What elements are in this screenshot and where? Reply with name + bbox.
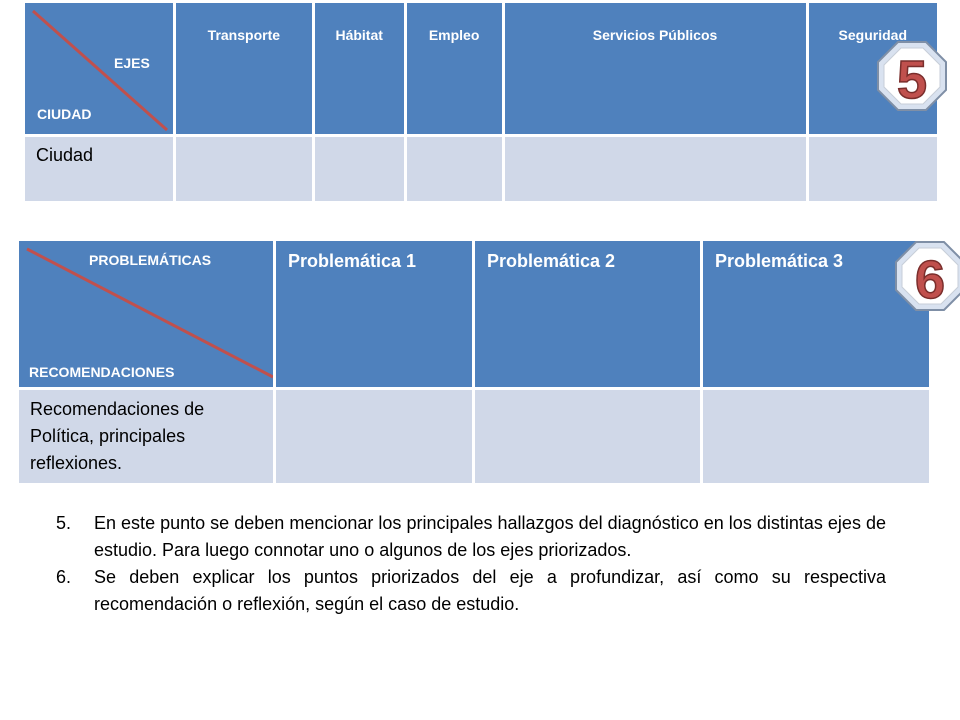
axes-table — [22, 0, 940, 204]
list-item — [56, 564, 886, 618]
corner-label-recomendaciones: RECOMENDACIONES — [29, 364, 175, 380]
number-6-badge — [894, 240, 960, 312]
list-text: En este punto se deben mencionar los principales hallazgos del diagnóstico en los distintas ejes de estudio. Para luego connotar uno o algunos de los ejes priorizados. — [94, 513, 886, 560]
list-item — [56, 510, 886, 564]
row-label-ciudad: Ciudad — [25, 137, 173, 201]
table-cell — [176, 137, 312, 201]
notes-list — [56, 510, 886, 618]
problems-corner-cell — [19, 241, 273, 387]
table-cell — [703, 390, 929, 483]
column-header: Hábitat — [315, 3, 404, 134]
list-number: 5. — [56, 513, 72, 533]
axes-corner-cell — [25, 3, 173, 134]
column-header: Problemática 1 — [276, 241, 472, 387]
table-cell — [276, 390, 472, 483]
list-text: Se deben explicar los puntos priorizados del eje a profundizar, así como su respectiva recomendación o reflexión, según el caso de estudio. — [94, 567, 886, 614]
svg-text:6: 6 — [914, 250, 946, 310]
column-header: Servicios Públicos — [505, 3, 806, 134]
list-number: 6. — [56, 567, 72, 587]
column-header: Problemática 2 — [475, 241, 700, 387]
table-cell — [809, 137, 937, 201]
column-header: Empleo — [407, 3, 502, 134]
table-cell — [475, 390, 700, 483]
svg-text:5: 5 — [896, 50, 928, 110]
column-header: Problemática 3 — [703, 241, 929, 387]
corner-label-ciudad: CIUDAD — [37, 106, 92, 122]
row-label-recomendaciones: Recomendaciones de Política, principales reflexiones. — [19, 390, 273, 483]
number-5-badge — [876, 40, 948, 112]
table-cell — [315, 137, 404, 201]
column-header: Seguridad — [809, 3, 937, 134]
table-cell — [505, 137, 806, 201]
corner-label-problematicas: PROBLEMÁTICAS — [89, 252, 212, 268]
table-cell — [407, 137, 502, 201]
column-header: Transporte — [176, 3, 312, 134]
corner-label-ejes: EJES — [114, 55, 150, 71]
problems-table — [16, 238, 932, 486]
